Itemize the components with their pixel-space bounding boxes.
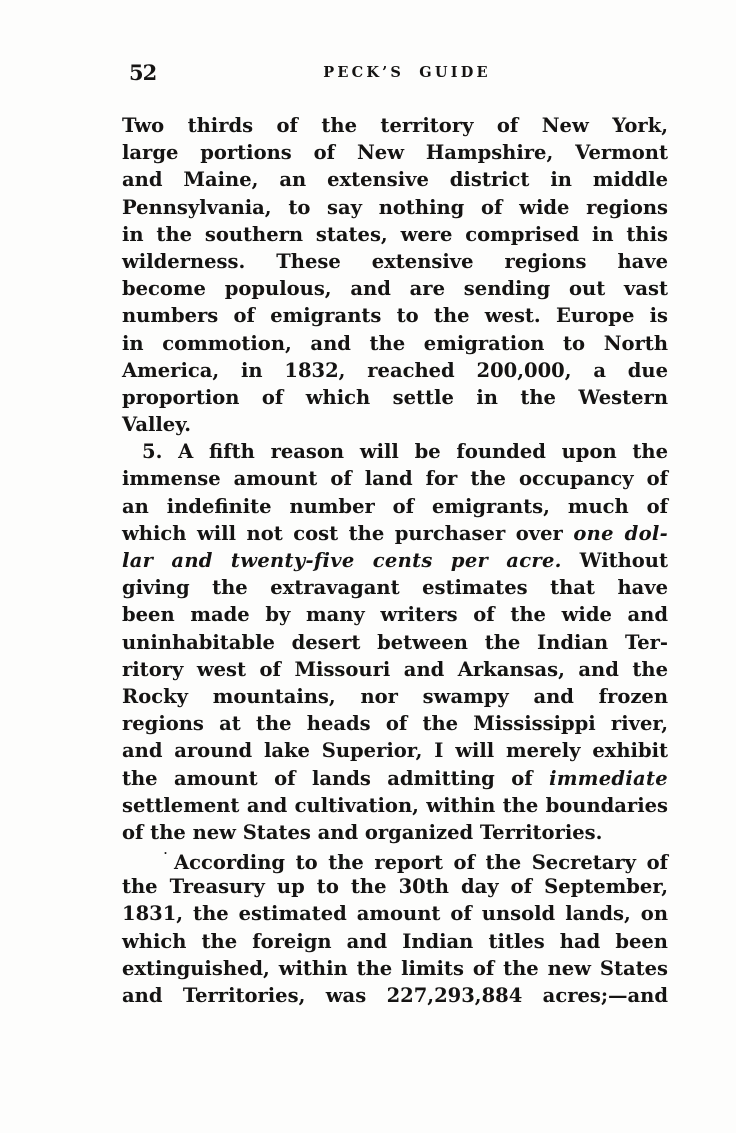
italic-text: one dol- [573,521,668,545]
text-line [122,629,668,656]
text-segment: and Maine, an extensive district in middle [122,168,668,192]
ink-artifact: ˙ [162,851,169,868]
text-line [122,955,668,982]
text-line [122,357,668,384]
text-segment: Pennsylvania, to say nothing of wide regions [122,195,668,219]
text-segment: extinguished, within the limits of the new States [122,956,668,980]
text-segment: been made by many writers of the wide and [122,603,668,627]
text-line [122,493,668,520]
text-line [122,112,668,139]
text-line [122,900,668,927]
text-line [122,302,668,329]
text-line [122,194,668,221]
text-segment: According to the report of the Secretary of [174,851,668,875]
text-line [122,765,668,792]
text-line [122,601,668,628]
text-line [122,438,668,465]
text-segment: America, in 1832, reached 200,000, a due [122,358,668,382]
text-segment: uninhabitable desert between the Indian Ter- [122,630,668,654]
text-segment: of the new States and organized Territories. [122,820,603,844]
text-segment: Two thirds of the territory of New York, [122,114,668,137]
text-segment: and around lake Superior, I will merely exhibit [122,739,668,763]
text-segment: settlement and cultivation, within the boundaries [122,793,668,817]
text-segment: regions at the heads of the Mississippi river, [122,712,668,736]
text-line [122,330,668,357]
text-line [122,166,668,193]
text-segment: large portions of New Hampshire, Vermont [122,141,668,165]
text-line [122,710,668,737]
page-number: 52 [129,60,157,85]
text-line [122,846,668,873]
running-title: PECK’S GUIDE [323,64,491,81]
text-segment: and Territories, was 227,293,884 acres;—and [122,984,668,1007]
text-line [122,275,668,302]
text-segment: numbers of emigrants to the west. Europe is [122,304,668,328]
text-segment: giving the extravagant estimates that have [122,576,668,600]
text-segment: which the foreign and Indian titles had been [122,929,668,953]
text-line [122,547,668,574]
text-segment: 1831, the estimated amount of unsold lands, on [122,902,668,926]
text-segment: Rocky mountains, nor swampy and frozen [122,684,668,708]
text-segment: 5. A fifth reason will be founded upon the [142,440,668,464]
text-line [122,384,668,411]
text-line [122,139,668,166]
text-line [122,656,668,683]
text-line [122,792,668,819]
text-segment: an indefinite number of emigrants, much of [122,494,668,518]
text-segment: immense amount of land for the occupancy of [122,467,668,491]
page-header [122,60,668,88]
text-segment: the amount of lands admitting of [122,766,550,790]
text-line [122,411,668,438]
text-line [122,982,668,1009]
text-segment: Without [561,549,668,572]
italic-text: lar and twenty-five cents per acre. [122,549,562,572]
text-line [122,873,668,900]
text-segment: ritory west of Missouri and Arkansas, and the [122,657,668,681]
text-line [122,737,668,764]
italic-text: immediate [549,766,668,790]
text-segment: proportion of which settle in the Western [122,385,668,409]
text-segment: the Treasury up to the 30th day of September, [122,875,668,899]
text-segment: in the southern states, were comprised in this [122,222,668,246]
text-line [122,520,668,547]
text-line [122,683,668,710]
text-segment: in commotion, and the emigration to North [122,331,668,355]
text-line [122,221,668,248]
text-line [122,248,668,275]
text-segment: which will not cost the purchaser over [122,521,574,545]
text-line [122,819,668,846]
text-segment: become populous, and are sending out vast [122,277,668,301]
text-line [122,465,668,492]
text-segment: Valley. [122,413,192,437]
text-segment: wilderness. These extensive regions have [122,249,668,273]
body-text [122,112,668,1009]
text-line [122,928,668,955]
text-line [122,574,668,601]
